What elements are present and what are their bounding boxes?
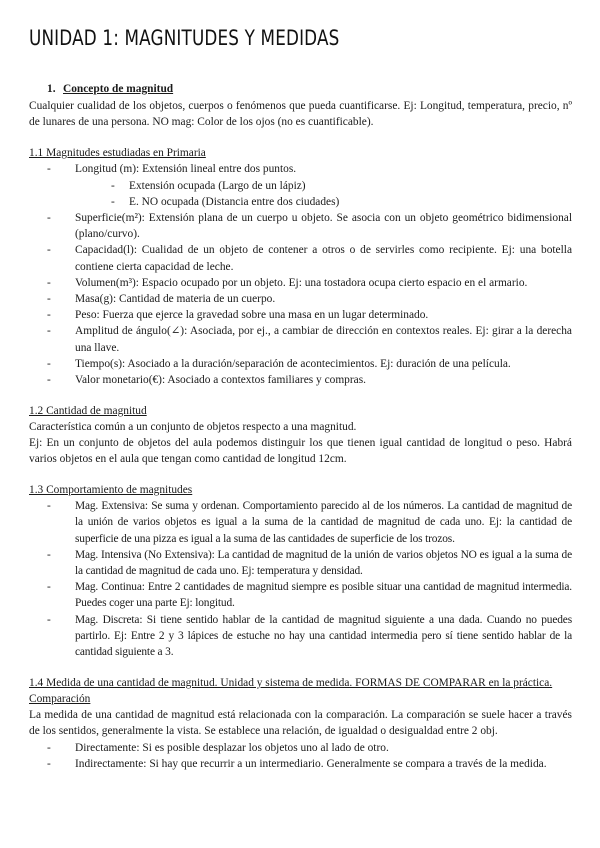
list-item: - Indirectamente: Si hay que recurrir a un intermediario. Generalmente se compara a través de la medida. — [29, 756, 572, 772]
list-item: - Extensión ocupada (Largo de un lápiz) — [103, 178, 572, 194]
comparar-list — [29, 740, 572, 772]
list-item: - Volumen(m³): Espacio ocupado por un objeto. Ej: una tostadora ocupa cierto espacio en el armario. — [29, 275, 572, 291]
comportamiento-list — [29, 498, 572, 660]
magnitudes-list — [29, 161, 572, 388]
list-item: - Directamente: Si es posible desplazar los objetos uno al lado de otro. — [29, 740, 572, 756]
section-1-heading — [29, 81, 572, 97]
list-item: - Mag. Discreta: Si tiene sentido hablar de la cantidad de magnitud siguiente a una dada. Cuando no puedes partirlo. Ej: Entre 2 y 3 lápices de estuche no hay una cantidad intermedia pero sí tiene sentido hablar de la cantidad siguiente a 3. — [29, 612, 572, 661]
section-1-3-heading: 1.3 Comportamiento de magnitudes — [29, 483, 193, 496]
longitud-sublist — [103, 178, 572, 210]
section-1-number: 1. — [47, 83, 56, 95]
section-1-2-line-2: Ej: En un conjunto de objetos del aula podemos distinguir los que tienen igual cantidad de longitud o peso. Habrá varios objetos en el aula que tengan como cantidad de longitud 12cm. — [29, 437, 572, 466]
list-item: - Masa(g): Cantidad de materia de un cuerpo. — [29, 291, 572, 307]
list-item: - Longitud (m): Extensión lineal entre dos puntos. - Extensión ocupada (Largo de un lápiz) - E. NO ocupada (Distancia entre dos ciudades) — [29, 161, 572, 210]
list-item: - Capacidad(l): Cualidad de un objeto de contener a otros o de servirles como recipiente. Ej: una botella contiene cierta capacidad de leche. — [29, 242, 572, 274]
section-1-2-line-1: Característica común a un conjunto de objetos respecto a una magnitud. — [29, 420, 357, 433]
section-1-1-heading: 1.1 Magnitudes estudiadas en Primaria — [29, 147, 206, 160]
section-1-paragraph: Cualquier cualidad de los objetos, cuerpos o fenómenos que pueda cuantificarse. Ej: Longitud, temperatura, precio, nº de lunares de una persona. NO mag: Color de los ojos (no es cuantificable). — [29, 100, 572, 129]
section-1-4-heading: 1.4 Medida de una cantidad de magnitud. Unidad y sistema de medida. FORMAS DE COMPARAR en la práctica. Comparación — [29, 676, 553, 705]
section-1-4-paragraph: La medida de una cantidad de magnitud está relacionada con la comparación. La comparación se suele hacer a través de los sentidos, generalmente la vista. Se establece una relación, de igualdad o desigualdad entre 2 obj. — [29, 709, 572, 738]
section-1-title: Concepto de magnitud — [63, 83, 174, 95]
list-item: - E. NO ocupada (Distancia entre dos ciudades) — [103, 194, 572, 210]
list-item: - Amplitud de ángulo(∠): Asociada, por ej., a cambiar de dirección en contextos reales. Ej: girar a la derecha una llave. — [29, 323, 572, 355]
list-item: - Peso: Fuerza que ejerce la gravedad sobre una masa en un lugar determinado. — [29, 307, 572, 323]
list-item: - Valor monetario(€): Asociado a contextos familiares y compras. — [29, 372, 572, 388]
list-item: - Mag. Intensiva (No Extensiva): La cantidad de magnitud de la unión de varios objetos NO es igual a la suma de la cantidad de magnitud de cada uno. Ej: temperatura y densidad. — [29, 547, 572, 579]
page-title: UNIDAD 1: MAGNITUDES Y MEDIDAS — [29, 26, 340, 50]
list-item: - Tiempo(s): Asociado a la duración/separación de acontecimientos. Ej: duración de una película. — [29, 356, 572, 372]
list-item: - Mag. Extensiva: Se suma y ordenan. Comportamiento parecido al de los números. La cantidad de magnitud de la unión de varios objetos es igual a la suma de la cantidad de magnitud de cada uno. Ej: la cantidad de superficie de una pizza es igual a la suma de las cantidades de superficie de los trozos. — [29, 498, 572, 547]
section-1-2-heading: 1.2 Cantidad de magnitud — [29, 404, 147, 417]
document-body — [29, 81, 572, 772]
list-item: - Superficie(m²): Extensión plana de un cuerpo u objeto. Se asocia con un objeto geométrico bidimensional (plano/curvo). — [29, 210, 572, 242]
list-item: - Mag. Continua: Entre 2 cantidades de magnitud siempre es posible situar una cantidad de magnitud intermedia. Puedes coger una parte Ej: longitud. — [29, 579, 572, 611]
